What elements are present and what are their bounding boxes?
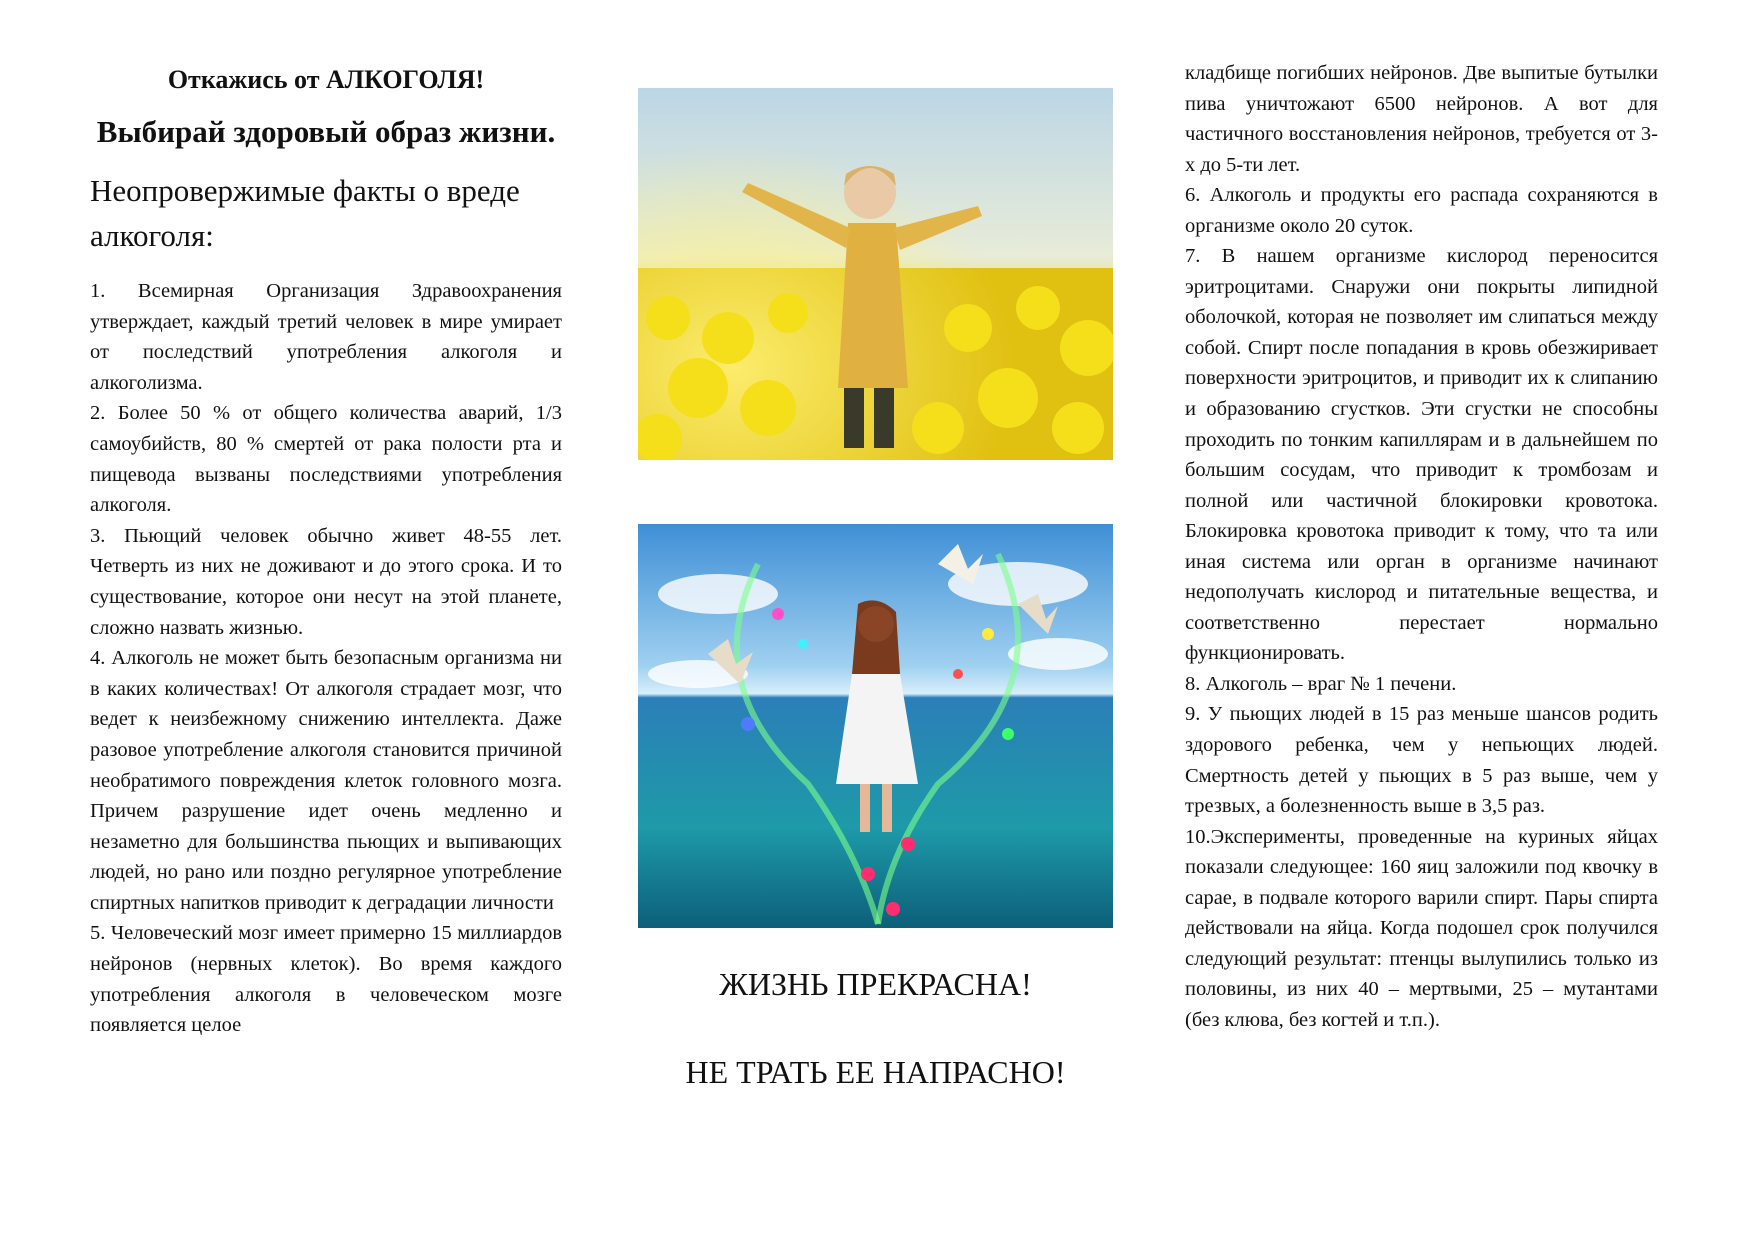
fact-paragraph: 6. Алкоголь и продукты его распада сохраняются в организме около 20 суток. [1185,184,1658,237]
right-column [1185,58,1658,1036]
slogan-life-beautiful: ЖИЗНЬ ПРЕКРАСНА! [719,966,1032,1002]
subtitle: Выбирай здоровый образ жизни. [96,114,556,149]
girl-by-sea-photo [638,524,1113,928]
fact-paragraph: 9. У пьющих людей в 15 раз меньше шансов родить здорового ребенка, чем у непьющих людей. Смертность детей у пьющих в 5 раз выше, чем у трезвых, а болезненность выше в 3,5 раз. [1185,703,1658,818]
fact-paragraph: 7. В нашем организме кислород переносится эритроцитами. Снаружи они покрыты липидной оболочкой, которая не позволяет им слипаться между собой. Спирт после попадания в кровь обезжиривает поверхности эритроцитов, и приводит их к слипанию и образованию сгустков. Эти сгустки не способны проходить по тонким капиллярам и в дальнейшем по большим сосудам, что приводит к тромбозам и полной или частичной блокировки кровотока. Блокировка кровотока приводит к тому, что та или иная система или орган в организме начинают недополучать кислород и питательные вещества, и соответственно перестает нормально функционировать. [1185,245,1658,665]
fact-paragraph: 10.Эксперименты, проведенные на куриных яйцах показали следующее: 160 яиц заложили под квочку в сарае, в подвале которого варили спирт. Пары спирта действовали на яйца. Когда подошел срок получился следующий результат: птенцы вылупились только из половины, из них 40 – мертвыми, 25 – мутантами (без клюва, без когтей и т.п.). [1185,825,1658,1031]
slogan-dont-waste: НЕ ТРАТЬ ЕЕ НАПРАСНО! [685,1054,1066,1090]
fact-paragraph: 2. Более 50 % от общего количества аварий, 1/3 самоубийств, 80 % смертей от рака полости рта и пищевода вызваны последствиями употребления алкоголя. [90,402,562,517]
fact-paragraph: 3. Пьющий человек обычно живет 48-55 лет. Четверть из них не доживают и до этого срока. И то существование, которое они несут на этой планете, сложно назвать жизнью. [90,524,562,639]
fact-paragraph: кладбище погибших нейронов. Две выпитые бутылки пива уничтожают 6500 нейронов. А вот для частичного восстановления нейронов, требуется от 3-х до 5-ти лет. [1185,62,1658,176]
fact-paragraph: 8. Алкоголь – враг № 1 печени. [1185,672,1457,695]
girl-in-field-photo [638,88,1113,460]
fact-paragraph: 1. Всемирная Организация Здравоохранения утверждает, каждый третий человек в мире умирает от последствий употребления алкоголя и алкоголизма. [90,280,562,394]
left-column [90,58,562,1041]
fact-paragraph: 5. Человеческий мозг имеет примерно 15 миллиардов нейронов (нервных клеток). Во время каждого употребления алкоголя в человеческом мозге появляется целое [90,922,562,1037]
middle-column [638,88,1113,1092]
main-title: Откажись от АЛКОГОЛЯ! [167,65,485,94]
facts-heading: Неопровержимые факты о вреде алкоголя: [90,173,520,253]
fact-paragraph: 4. Алкоголь не может быть безопасным организма ни в каких количествах! От алкоголя страдает мозг, что ведет к неизбежному снижению интеллекта. Даже разовое употребление алкоголя становится причиной необратимого повреждения клеток головного мозга. Причем разрушение идет очень медленно и незаметно для большинства пьющих и выпивающих людей, но рано или поздно регулярное употребление спиртных напитков приводит к деградации личности [90,647,562,914]
